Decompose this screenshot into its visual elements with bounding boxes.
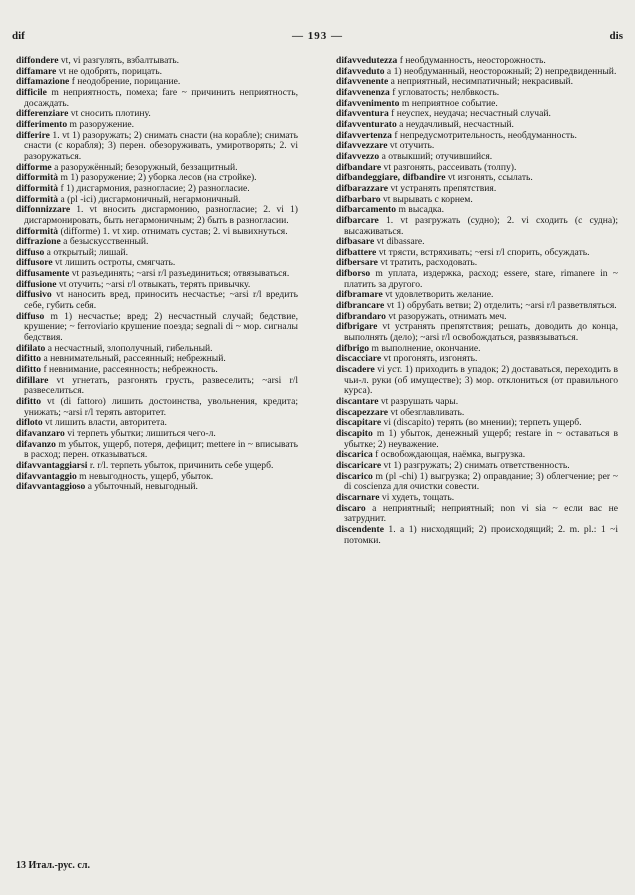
entry-headword: difavanzaro <box>16 427 65 439</box>
dictionary-entry <box>16 397 298 418</box>
entry-headword: discadere <box>336 364 375 376</box>
entry-definition: (difforme) 1. vt хир. отнимать сустав; 2. vi вывихнуться. <box>58 225 288 237</box>
entry-definition: vt сносить плотину. <box>68 108 151 120</box>
entry-definition: vt наносить вред, приносить несчастье; ~arsi r/l вредить себе, губить себя. <box>24 289 298 312</box>
entry-definition: f 1) дисгармония, разногласие; 2) разногласие. <box>58 182 250 194</box>
entry-headword: difavanzo <box>16 438 56 450</box>
entry-headword: difbarcamento <box>336 204 397 216</box>
dictionary-entry <box>336 365 618 397</box>
entry-headword: difformità <box>16 193 59 205</box>
entry-definition: a разоружённый; безоружный, беззащитный. <box>51 161 238 173</box>
entry-headword: differire <box>16 129 50 141</box>
entry-definition: f угловатость; нелбвкость. <box>389 86 500 98</box>
entry-definition: vt dibassare. <box>374 236 425 248</box>
entry-definition: vi уст. 1) приходить в упадок; 2) доставаться, переходить в чьи-л. руки (об имуществе); 3) мор. отклониться (от правильного курса). <box>344 364 618 397</box>
entry-headword: difbarazzare <box>336 182 389 194</box>
entry-headword: discaro <box>336 502 366 514</box>
entry-headword: difavvantaggiarsi <box>16 459 88 471</box>
entry-definition: r. r/l. терпеть убыток, причинить себе ущерб. <box>87 459 274 471</box>
entry-definition: vt 1) обрубать ветви; 2) отделить; ~arsi r/l разветвляться. <box>384 300 617 312</box>
dictionary-entry <box>336 472 618 493</box>
entry-headword: difbrigare <box>336 321 378 333</box>
entry-headword: difbarbaro <box>336 193 381 205</box>
entry-headword: difforme <box>16 161 52 173</box>
entry-headword: difformità <box>16 172 59 184</box>
entry-headword: diffuso <box>16 310 45 322</box>
dictionary-entry <box>16 290 298 311</box>
dictionary-entry <box>16 482 298 493</box>
dictionary-entry <box>336 269 618 290</box>
entry-definition: vt отучить. <box>387 140 435 152</box>
entry-definition: vt 1) разгружать; 2) снимать ответственность. <box>381 459 570 471</box>
entry-headword: difavvezzo <box>336 150 380 162</box>
entry-headword: discantare <box>336 396 379 407</box>
entry-definition: m 1) разоружение; 2) уборка лесов (на стройке). <box>58 172 257 184</box>
entry-headword: difbramare <box>336 289 383 301</box>
entry-headword: diffrazione <box>16 236 61 248</box>
entry-headword: discarica <box>336 449 373 461</box>
entry-headword: difitto <box>16 353 42 365</box>
entry-definition: a несчастный, злополучный, гибельный. <box>45 342 213 354</box>
entry-headword: discacciare <box>336 353 382 365</box>
entry-definition: m уплата, издержка, расход; essere, stare, rimanere in ~ платить за другого. <box>344 268 618 290</box>
entry-definition: a отвыкший; отучившийся. <box>379 150 493 162</box>
entry-headword: diffamare <box>16 65 57 77</box>
entry-definition: vt изгонять, ссылать. <box>445 172 533 184</box>
header-right-guideword: dis <box>609 30 623 42</box>
entry-definition: vt разрушать чары. <box>378 396 459 407</box>
dictionary-entry <box>336 216 618 237</box>
entry-headword: difloto <box>16 417 43 429</box>
entry-headword: difillare <box>16 374 49 386</box>
entry-definition: vt удовлетворить желание. <box>382 289 494 301</box>
entry-definition: f непредусмотрительность, необдуманность. <box>391 129 577 141</box>
entry-definition: vt разгонять, рассеивать (толпу). <box>381 161 517 173</box>
dictionary-entry <box>336 429 618 450</box>
entry-headword: difbarcare <box>336 214 379 226</box>
entry-headword: diffondere <box>16 56 59 66</box>
entry-headword: discapito <box>336 427 373 439</box>
entry-definition: vt обезглавливать. <box>388 406 465 418</box>
entry-headword: differenziare <box>16 108 69 120</box>
entry-definition: f освобождающая, наёмка, выгрузка. <box>372 449 526 461</box>
entry-headword: difavventurato <box>336 118 397 130</box>
entry-definition: a невнимательный, рассеянный; небрежный. <box>41 353 226 365</box>
entry-headword: difbrancare <box>336 300 385 312</box>
entry-definition: vi худеть, тощать. <box>379 491 455 503</box>
entry-headword: difficile <box>16 86 47 98</box>
entry-definition: a 1) необдуманный, неосторожный; 2) непредвиденный. <box>384 65 617 77</box>
entry-definition: 1. vt 1) разоружать; 2) снимать снасти (на корабле); снимать снасти (с корабля); 3) перен. обезоруживать, умиротворять; 2. vi разоружаться. <box>24 129 298 162</box>
entry-definition: m неприятность, помеха; fare ~ причинить неприятность, досаждать. <box>24 86 298 109</box>
entry-headword: difborso <box>336 268 371 280</box>
entry-definition: vt, vi разгулять, взбалтывать. <box>58 56 180 66</box>
entry-headword: difavvenenza <box>336 86 390 98</box>
entry-definition: 1. vt разгружать (судно); 2. vi сходить (с судна); высаживаться. <box>344 214 618 237</box>
entry-definition: vt лишить остроты, смягчать. <box>52 257 176 269</box>
entry-headword: discapitare <box>336 417 382 429</box>
footer-signature: 13 Итал.-рус. сл. <box>16 860 90 871</box>
entry-headword: difformità <box>16 225 59 237</box>
dictionary-entry <box>336 525 618 546</box>
entry-definition: a убыточный, невыгодный. <box>85 481 198 493</box>
entry-headword: difbrigo <box>336 342 370 354</box>
entry-definition: vt устранять препятствия. <box>388 182 497 194</box>
entry-definition: m высадка. <box>396 204 444 216</box>
entry-definition: vi терпеть убытки; лишиться чего-л. <box>64 427 216 439</box>
entry-definition: vi (discapito) терять (во мнении); терпеть ущерб. <box>381 417 582 429</box>
right-column <box>336 56 618 856</box>
entry-definition: vt разъединять; ~arsi r/l разъединиться; отвязываться. <box>69 268 290 280</box>
entry-headword: diffusore <box>16 257 53 269</box>
entry-definition: m разоружение. <box>67 118 135 130</box>
entry-headword: diffamazione <box>16 76 70 88</box>
entry-headword: difbandeggiare, difbandire <box>336 172 446 184</box>
dictionary-entry <box>336 504 618 525</box>
entry-headword: discaricare <box>336 459 382 471</box>
entry-definition: 1. a 1) нисходящий; 2) происходящий; 2. m. pl.: 1 ~i потомки. <box>344 523 618 546</box>
running-head <box>12 30 623 46</box>
entry-headword: difavvantaggio <box>16 470 77 482</box>
entry-headword: difbersare <box>336 257 378 269</box>
entry-headword: differimento <box>16 118 68 130</box>
entry-definition: a (pl -ici) дисгармоничный, негармоничный. <box>58 193 241 205</box>
entry-definition: vt вырывать с корнем. <box>380 193 473 205</box>
entry-definition: vt разоружать, отнимать меч. <box>385 310 507 322</box>
entry-definition: vt угнетать, разгонять грусть, развеселить; ~arsi r/l развеселиться. <box>24 374 298 397</box>
entry-definition: a неудачливый, несчастный. <box>396 118 514 130</box>
entry-headword: diffuso <box>16 246 45 258</box>
entry-headword: diffonnizzare <box>16 204 71 216</box>
entry-headword: discarnare <box>336 491 380 503</box>
dictionary-entry <box>16 312 298 344</box>
entry-definition: f неодобрение, порицание. <box>69 76 181 88</box>
entry-definition: f необдуманность, неосторожность. <box>397 56 546 66</box>
dictionary-entry <box>336 322 618 343</box>
entry-definition: m неприятное событие. <box>399 97 498 109</box>
dictionary-entry <box>16 88 298 109</box>
entry-headword: discarico <box>336 470 373 482</box>
entry-definition: a безыскусственный. <box>60 236 149 248</box>
entry-headword: discendente <box>336 523 384 535</box>
entry-headword: difbandare <box>336 161 382 173</box>
entry-headword: difavvenimento <box>336 97 400 109</box>
entry-headword: difavventura <box>336 108 389 120</box>
entry-headword: difavvertenza <box>336 129 392 141</box>
entry-definition: m невыгодность, ущерб, убыток. <box>76 470 214 482</box>
entry-definition: m (pl -chi) 1) выгрузка; 2) оправдание; 3) облегчение; per ~ di coscienza для очистки совести. <box>344 470 618 493</box>
entry-headword: difformità <box>16 182 59 194</box>
header-left-guideword: dif <box>12 30 25 42</box>
entry-headword: difavvezzare <box>336 140 388 152</box>
entry-headword: difbrandaro <box>336 310 386 322</box>
entry-headword: difavvantaggioso <box>16 481 86 493</box>
entry-definition: vt прогонять, изгонять. <box>381 353 478 365</box>
entry-headword: diffusamente <box>16 268 70 280</box>
entry-definition: m убыток, ущерб, потеря, дефицит; mettere in ~ вписывать в расход; перен. отказываться. <box>24 438 298 461</box>
entry-headword: diffusione <box>16 278 57 290</box>
entry-definition: f невнимание, рассеянность; небрежность. <box>41 364 218 376</box>
entry-definition: vt тратить, расходовать. <box>377 257 478 269</box>
entry-headword: difavvedutezza <box>336 56 398 66</box>
entry-definition: 1. vt вносить дисгармонию, разногласие; 2. vi 1) дисгармонировать, быть негармоничным; 2) быть в разногласии. <box>24 204 298 226</box>
entry-definition: vt отучить; ~arsi r/l отвыкать, терять привычку. <box>56 278 251 290</box>
entry-headword: discapezzare <box>336 406 389 418</box>
page-number: — 193 — <box>292 30 343 42</box>
dictionary-entry <box>16 205 298 226</box>
entry-headword: difitto <box>16 396 42 407</box>
entry-headword: difavveduto <box>336 65 385 77</box>
entry-definition: f неуспех, неудача; несчастный случай. <box>388 108 551 120</box>
entry-definition: vt трясти, встряхивать; ~ersi r/l спорить, обсуждать. <box>376 246 590 258</box>
entry-headword: difilato <box>16 342 46 354</box>
entry-definition: a открытый; лишай. <box>44 246 129 258</box>
entry-definition: vt лишить власти, авторитета. <box>42 417 167 429</box>
entry-definition: vt устранять препятствия; решать, доводить до конца, выполнять (дело); ~arsi r/l освобождаться, развязываться. <box>344 321 618 344</box>
entry-headword: difavvenente <box>336 76 389 88</box>
dictionary-entry <box>16 376 298 397</box>
entry-headword: diffusivo <box>16 289 52 301</box>
entry-definition: m выполнение, окончание. <box>369 342 481 354</box>
entry-definition: vt (di fattoro) лишить достоинства, увольнения, кредита; унижать; ~arsi r/l терять авторитет. <box>24 396 298 418</box>
entry-headword: difbasare <box>336 236 375 248</box>
entry-headword: difbattere <box>336 246 377 258</box>
entry-definition: a неприятный, несимпатичный; некрасивый. <box>388 76 574 88</box>
entry-definition: m 1) убыток, денежный ущерб; restare in ~ оставаться в убытке; 2) неуважение. <box>344 427 618 450</box>
entry-headword: difitto <box>16 364 42 376</box>
dictionary-entry <box>16 440 298 461</box>
entry-definition: m 1) несчастье; вред; 2) несчастный случай; бедствие, крушение; ~ ferroviario крушение поезда; segnali di ~ мор. сигналы бедствия. <box>24 310 298 344</box>
entry-definition: vt не одобрять, порицать. <box>56 65 163 77</box>
entry-definition: a неприятный; неприятный; non vi sia ~ если вас не затруднит. <box>344 502 618 525</box>
left-column <box>16 56 298 856</box>
dictionary-entry <box>16 131 298 163</box>
